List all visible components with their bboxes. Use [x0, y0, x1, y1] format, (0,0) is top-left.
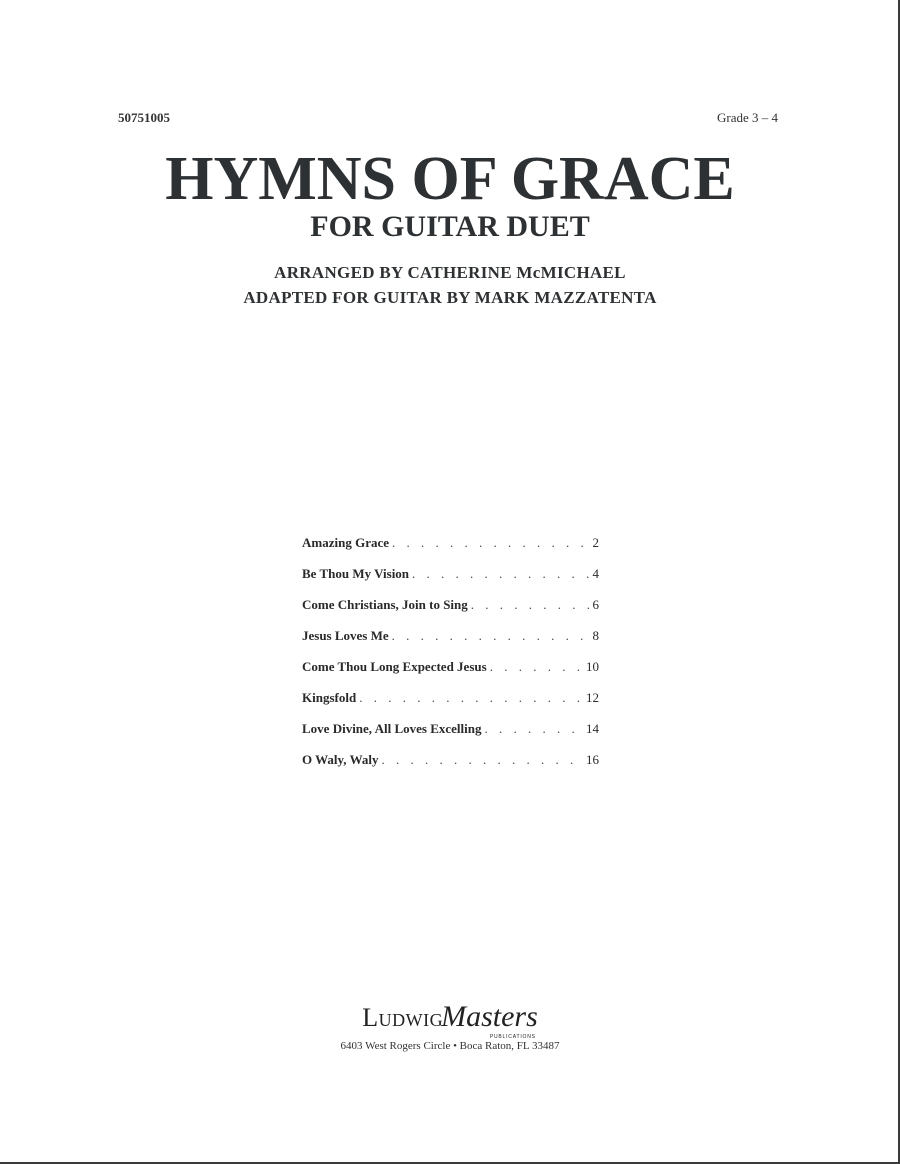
publisher-logo [0, 1000, 900, 1040]
toc-entry-page: 8 [592, 628, 599, 643]
toc-entry-title: Jesus Loves Me [302, 628, 389, 643]
toc-leader-dots [490, 659, 583, 675]
toc-entry [302, 659, 599, 690]
toc-entry-page: 2 [592, 535, 599, 550]
toc-entry-title: Love Divine, All Loves Excelling [302, 721, 482, 736]
toc-entry [302, 690, 599, 721]
toc-entry-title: O Waly, Waly [302, 752, 379, 767]
table-of-contents [302, 535, 599, 783]
catalog-number: 50751005 [118, 110, 170, 125]
toc-entry-title: Be Thou My Vision [302, 566, 410, 581]
publisher-address: 6403 West Rogers Circle • Boca Raton, FL 33487 [340, 1040, 560, 1052]
book-subtitle: FOR GUITAR DUET [310, 210, 590, 243]
toc-entry-page: 6 [592, 597, 599, 612]
toc-leader-dots [412, 566, 589, 582]
toc-leader-dots [381, 752, 583, 768]
toc-entry [302, 597, 599, 628]
toc-entry-title: Kingsfold [302, 690, 357, 705]
adapter-credit: ADAPTED FOR GUITAR BY MARK MAZZATENTA [243, 288, 657, 307]
toc-entry-title: Amazing Grace [302, 535, 390, 550]
toc-entry [302, 628, 599, 659]
toc-entry-page: 10 [586, 659, 599, 674]
toc-leader-dots [484, 721, 583, 737]
logo-masters-text: Masters [441, 1000, 538, 1033]
toc-entry [302, 535, 599, 566]
toc-entry [302, 566, 599, 597]
toc-leader-dots [392, 628, 590, 644]
toc-entry-title: Come Christians, Join to Sing [302, 597, 468, 612]
logo-publications-text: PUBLICATIONS [489, 1034, 536, 1040]
book-title: HYMNS OF GRACE [165, 145, 735, 213]
toc-entry [302, 721, 599, 752]
logo-ludwig-text: Ludwig [362, 1003, 444, 1032]
toc-entry-page: 4 [592, 566, 599, 581]
toc-leader-dots [471, 597, 590, 613]
grade-level: Grade 3 – 4 [716, 110, 778, 125]
toc-entry-page: 16 [586, 752, 599, 767]
toc-leader-dots [359, 690, 583, 706]
toc-leader-dots [392, 535, 589, 551]
toc-entry-page: 12 [586, 690, 599, 705]
toc-entry-title: Come Thou Long Expected Jesus [302, 659, 487, 674]
arranger-credit: ARRANGED BY CATHERINE McMICHAEL [274, 263, 626, 282]
toc-entry [302, 752, 599, 783]
toc-entry-page: 14 [586, 721, 599, 736]
publisher-logo-wordmark [362, 1000, 538, 1040]
